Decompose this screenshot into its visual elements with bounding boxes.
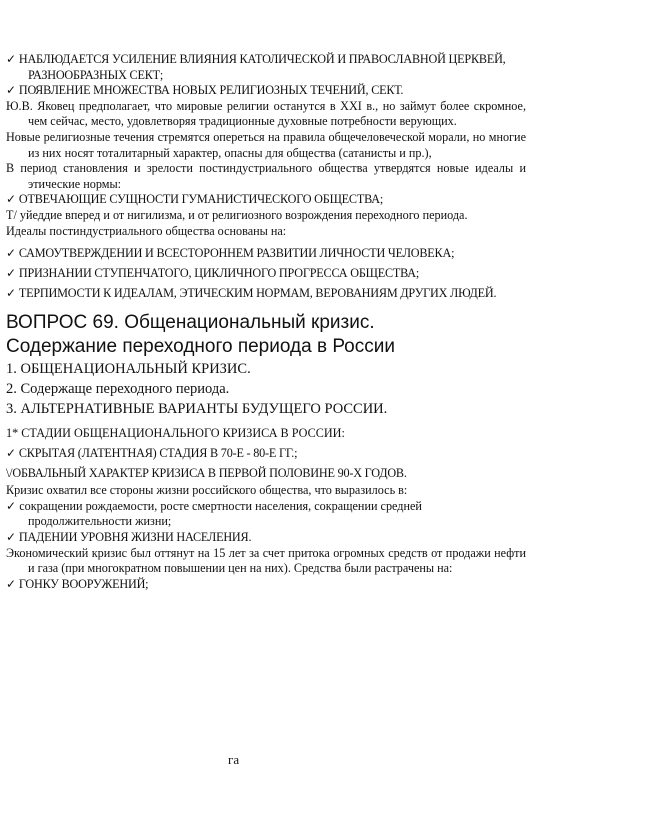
question-heading-line1: ВОПРОС 69. Общенациональный кризис.: [6, 312, 375, 334]
bullet-stepwise-progress: ✓ ПРИЗНАНИИ СТУПЕНЧАТОГО, ЦИКЛИЧНОГО ПРОГРЕССА ОБЩЕСТВА;: [6, 266, 420, 281]
outline-item-2: 2. Содержаще переходного периода.: [6, 381, 230, 398]
bullet-latent-stage: ✓ СКРЫТАЯ (ЛАТЕНТНАЯ) СТАДИЯ В 70-Е - 80-Е ГГ.;: [6, 446, 298, 461]
paragraph-yakovets: Ю.В. Яковец предполагает, что мировые религии останутся в XXI в., но займут более скромное, чем сейчас, место, удовлетворяя традиционные духовные потребности верующих.: [6, 98, 526, 129]
page-footer-text: га: [228, 752, 240, 767]
bullet-arms-race: ✓ ГОНКУ ВООРУЖЕНИЙ;: [6, 576, 149, 591]
bullet-humanistic-society: ✓ ОТВЕЧАЮЩИЕ СУЩНОСТИ ГУМАНИСТИЧЕСКОГО ОБЩЕСТВА;: [6, 192, 384, 207]
bullet-living-standard: ✓ ПАДЕНИИ УРОВНЯ ЖИЗНИ НАСЕЛЕНИЯ.: [6, 529, 252, 544]
bullet-self-affirmation: ✓ САМОУТВЕРЖДЕНИИ И ВСЕСТОРОННЕМ РАЗВИТИИ ЛИЧНОСТИ ЧЕЛОВЕКА;: [6, 246, 455, 261]
outline-item-3: 3. АЛЬТЕРНАТИВНЫЕ ВАРИАНТЫ БУДУЩЕГО РОССИИ.: [6, 401, 388, 418]
paragraph-new-religious-movements: Новые религиозные течения стремятся опереться на правила общечеловеческой морали, но многие из них носят тоталитарный характер, опасны для общества (сатанисты и пр.),: [6, 129, 526, 160]
bullet-collapse-stage: \/ОБВАЛЬНЫЙ ХАРАКТЕР КРИЗИСА В ПЕРВОЙ ПОЛОВИНЕ 90-Х ГОДОВ.: [6, 466, 407, 481]
paragraph-economic-crisis: Экономический кризис был оттянут на 15 лет за счет притока огромных средств от продажи нефти и газа (при многократном повышении цен на них). Средства были растрачены на:: [6, 545, 526, 576]
question-heading-line2: Содержание переходного периода в России: [6, 336, 395, 358]
document-page: [6, 52, 526, 592]
bullet-birthrate: ✓ сокращении рождаемости, росте смертности населения, сокращении средней продолжительности жизни;: [6, 498, 422, 529]
bullet-nihilism: T/ уйеддие вперед и от нигилизма, и от религиозного возрождения переходного периода.: [6, 207, 468, 222]
bullet-church-influence: ✓ НАБЛЮДАЕТСЯ УСИЛЕНИЕ ВЛИЯНИЯ КАТОЛИЧЕСКОЙ И ПРАВОСЛАВНОЙ ЦЕРКВЕЙ, РАЗНООБРАЗНЫХ СЕКТ;: [6, 52, 506, 82]
paragraph-crisis-covered: Кризис охватил все стороны жизни российского общества, что выразилось в:: [6, 483, 408, 498]
bullet-new-religions: ✓ ПОЯВЛЕНИЕ МНОЖЕСТВА НОВЫХ РЕЛИГИОЗНЫХ ТЕЧЕНИЙ, СЕКТ.: [6, 83, 404, 98]
outline-item-1: 1. ОБЩЕНАЦИОНАЛЬНЫЙ КРИЗИС.: [6, 361, 251, 378]
paragraph-postindustrial-ideals: В период становления и зрелости постиндустриального общества утвердятся новые идеалы и этические нормы:: [6, 161, 526, 191]
crisis-stages-title: 1* СТАДИИ ОБЩЕНАЦИОНАЛЬНОГО КРИЗИСА В РОССИИ:: [6, 426, 345, 441]
paragraph-ideals-based-on: Идеалы постиндустриального общества основаны на:: [6, 223, 287, 238]
bullet-tolerance: ✓ ТЕРПИМОСТИ К ИДЕАЛАМ, ЭТИЧЕСКИМ НОРМАМ, ВЕРОВАНИЯМ ДРУГИХ ЛЮДЕЙ.: [6, 286, 497, 301]
